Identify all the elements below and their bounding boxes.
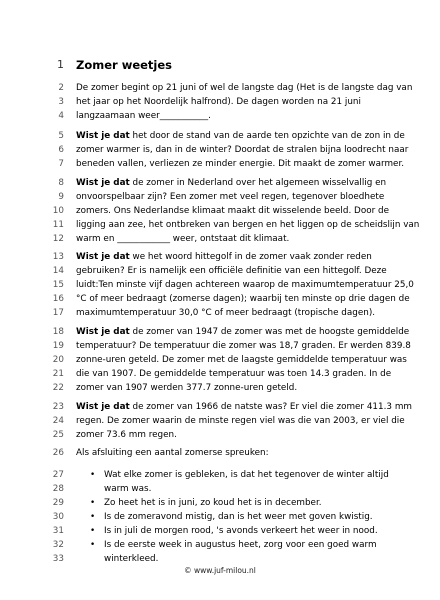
footer-copyright: © www.juf-milou.nl [184, 566, 256, 575]
saying-text: Is de zomeravond mistig, dan is het weer met goven kwistig. [104, 512, 373, 522]
line-number: 17 [52, 308, 64, 318]
saying-text: Zo heet het is in juni, zo koud het is in december. [104, 498, 322, 508]
line-number: 10 [52, 206, 64, 216]
paragraph-text [76, 325, 416, 339]
paragraph-text-rest: de zomer van 1947 de zomer was met de hoogste gemiddelde [129, 327, 410, 337]
saying-text: Is de eerste week in augustus heet, zorg voor een goed warm [104, 540, 377, 550]
line-number: 22 [52, 383, 64, 393]
saying-text: winterkleed. [104, 554, 159, 564]
line-number: 4 [58, 111, 64, 121]
text-line [0, 143, 440, 157]
text-line [0, 325, 440, 339]
title-line [0, 58, 440, 72]
paragraph-text: langzaamaan weer___________. [76, 111, 211, 121]
text-line [0, 306, 440, 320]
text-line [0, 353, 440, 367]
saying-text: warm was. [104, 484, 152, 494]
list-item [0, 510, 440, 524]
list-item-continued [0, 482, 440, 496]
line-number: 7 [58, 159, 64, 169]
paragraph-text [76, 250, 416, 264]
line-number: 1 [57, 58, 64, 71]
list-item [0, 538, 440, 552]
paragraph-text: zomers. Ons Nederlandse klimaat maakt dit wisselende beeld. Door de [76, 206, 390, 216]
list-item [0, 496, 440, 510]
wist-je-dat-label: Wist je dat [76, 402, 130, 412]
text-line [0, 278, 440, 292]
line-number: 14 [52, 266, 64, 276]
line-number: 18 [52, 327, 64, 337]
bullet-icon: • [90, 498, 96, 508]
paragraph-text: ligging aan zee, het ontbreken van bergen en het liggen op de scheidslijn van [76, 220, 420, 230]
line-number: 15 [52, 280, 64, 290]
text-line [0, 339, 440, 353]
paragraph-text: maximumtemperatuur 30,0 °C of meer bedraagt (tropische dagen). [76, 308, 376, 318]
line-number: 24 [52, 416, 64, 426]
line-number: 26 [52, 448, 64, 458]
page-title: Zomer weetjes [76, 58, 173, 72]
text-line [0, 157, 440, 171]
text-line [0, 176, 440, 190]
paragraph-text: luidt:Ten minste vijf dagen achtereen waarop de maximumtemperatuur 25,0 [76, 280, 414, 290]
line-number: 12 [52, 234, 64, 244]
line-number: 16 [52, 294, 64, 304]
wist-je-dat-label: Wist je dat [76, 178, 130, 188]
text-line [0, 367, 440, 381]
bullet-icon: • [90, 512, 96, 522]
paragraph-text: temperatuur? De temperatuur die zomer was 18,7 graden. Er werden 839.8 [76, 341, 411, 351]
text-line [0, 204, 440, 218]
wist-je-dat-label: Wist je dat [76, 327, 130, 337]
paragraph-text: zomer 73.6 mm regen. [76, 430, 177, 440]
text-line [0, 250, 440, 264]
text-line [0, 190, 440, 204]
line-number: 8 [58, 178, 64, 188]
line-number: 29 [52, 498, 64, 508]
line-number: 13 [52, 252, 64, 262]
text-line [0, 414, 440, 428]
line-number: 33 [52, 554, 64, 564]
line-number: 11 [52, 220, 64, 230]
line-number: 30 [52, 512, 64, 522]
paragraph-text-rest: de zomer van 1966 de natste was? Er viel die zomer 411.3 mm [129, 402, 412, 412]
line-number: 3 [58, 97, 64, 107]
line-number: 20 [52, 355, 64, 365]
text-line [0, 292, 440, 306]
text-line [0, 129, 440, 143]
line-number: 6 [58, 145, 64, 155]
line-number: 28 [52, 484, 64, 494]
paragraph-text: zomer van 1907 werden 377.7 zonne-uren geteld. [76, 383, 298, 393]
line-number: 23 [52, 402, 64, 412]
list-item [0, 468, 440, 482]
line-number: 25 [52, 430, 64, 440]
paragraph-text: °C of meer bedraagt (zomerse dagen); waarbij ten minste op drie dagen de [76, 294, 410, 304]
text-line [0, 428, 440, 442]
line-number: 21 [52, 369, 64, 379]
saying-text: Is in juli de morgen rood, 's avonds verkeert het weer in nood. [104, 526, 378, 536]
text-line [0, 109, 440, 123]
list-item-continued [0, 552, 440, 566]
text-line [0, 381, 440, 395]
bullet-icon: • [90, 540, 96, 550]
paragraph-text [76, 176, 416, 190]
paragraph-text: beneden vallen, verliezen ze minder energie. Dit maakt de zomer warmer. [76, 159, 405, 169]
paragraph-text: Als afsluiting een aantal zomerse spreuken: [76, 448, 269, 458]
text-line [0, 446, 440, 460]
wist-je-dat-label: Wist je dat [76, 252, 130, 262]
line-number: 19 [52, 341, 64, 351]
line-number: 31 [52, 526, 64, 536]
text-line [0, 218, 440, 232]
paragraph-text-rest: de zomer in Nederland over het algemeen wisselvallig en [129, 178, 387, 188]
line-number: 5 [58, 131, 64, 141]
bullet-icon: • [90, 470, 96, 480]
wist-je-dat-label: Wist je dat [76, 131, 130, 141]
paragraph-text-rest: we het woord hittegolf in de zomer vaak zonder reden [129, 252, 372, 262]
bullet-icon: • [90, 526, 96, 536]
text-line [0, 400, 440, 414]
paragraph-text [76, 400, 416, 414]
paragraph-text: De zomer begint op 21 juni of wel de langste dag (Het is de langste dag van [76, 83, 413, 93]
paragraph-text: het jaar op het Noordelijk halfrond). De dagen worden na 21 juni [76, 97, 361, 107]
line-number: 27 [52, 470, 64, 480]
paragraph-text: zonne-uren geteld. De zomer met de laagste gemiddelde temperatuur was [76, 355, 407, 365]
paragraph-text-rest: het door de stand van de aarde ten opzichte van de zon in de [129, 131, 405, 141]
paragraph-text: regen. De zomer waarin de minste regen viel was die van 2003, er viel die [76, 416, 405, 426]
line-number: 2 [58, 83, 64, 93]
text-line [0, 95, 440, 109]
paragraph-text: warm en ____________ weer, ontstaat dit klimaat. [76, 234, 290, 244]
line-number: 32 [52, 540, 64, 550]
text-line [0, 81, 440, 95]
paragraph-text: die van 1907. De gemiddelde temperatuur was toen 14.3 graden. In de [76, 369, 392, 379]
text-line [0, 264, 440, 278]
saying-text: Wat elke zomer is gebleken, is dat het tegenover de winter altijd [104, 470, 389, 480]
paragraph-text [76, 129, 416, 143]
text-line [0, 232, 440, 246]
line-number: 9 [58, 192, 64, 202]
paragraph-text: zomer warmer is, dan in de winter? Doordat de stralen bijna loodrecht naar [76, 145, 409, 155]
paragraph-text: onvoorspelbaar zijn? Een zomer met veel regen, tegenover bloedhete [76, 192, 385, 202]
list-item [0, 524, 440, 538]
paragraph-text: gebruiken? Er is namelijk een officiële definitie van een hittegolf. Deze [76, 266, 387, 276]
